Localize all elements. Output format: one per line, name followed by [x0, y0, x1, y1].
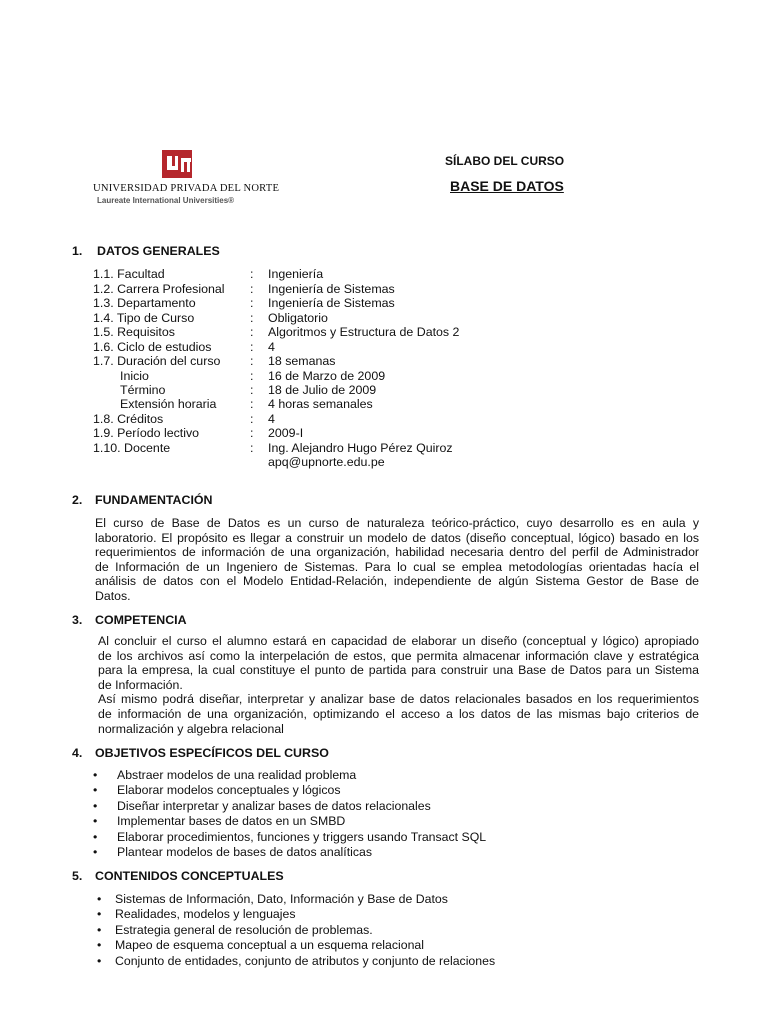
docente-email: apq@upnorte.edu.pe	[268, 455, 385, 469]
row-value: 4	[268, 411, 275, 426]
row-label: 1.2. Carrera Profesional	[93, 281, 225, 296]
data-row: Inicio : 16 de Marzo de 2009	[120, 368, 386, 383]
paragraph-line: Así mismo podrá diseñar, interpretar y analizar base de datos relacionales basados en los requerimientos	[98, 692, 699, 707]
list-item: • Mapeo de esquema conceptual a un esquema relacional	[97, 938, 424, 953]
institution-network: Laureate International Universities®	[97, 196, 235, 205]
objetivos-list	[93, 768, 486, 860]
section-5-title: CONTENIDOS CONCEPTUALES	[95, 869, 284, 883]
section-5-number: 5.	[72, 869, 83, 883]
row-label: Extensión horaria	[120, 397, 217, 411]
bullet-icon: •	[97, 922, 102, 937]
institution-name: UNIVERSIDAD PRIVADA DEL NORTE	[93, 183, 280, 194]
row-value: Ingeniería de Sistemas	[268, 296, 395, 310]
competencia-paragraph	[98, 634, 699, 736]
paragraph-line: normalización y algebra relacional	[98, 721, 284, 736]
paragraph-line: El curso de Base de Datos es un curso de naturaleza teórico-práctico, cuyo desarrollo es en aula y	[95, 516, 699, 530]
row-label: 1.4. Tipo de Curso	[93, 310, 195, 325]
fundamentacion-paragraph	[95, 516, 699, 604]
data-row: 1.3. Departamento : Ingeniería de Sistemas	[93, 296, 395, 310]
data-row: 1.10. Docente : Ing. Alejandro Hugo Pérez Quiroz	[93, 440, 453, 455]
row-label: Término	[120, 382, 166, 397]
data-row: 1.8. Créditos : 4	[93, 411, 275, 426]
row-value: Ing. Alejandro Hugo Pérez Quiroz	[268, 440, 453, 455]
university-logo-icon	[162, 150, 192, 178]
row-value: 16 de Marzo de 2009	[268, 368, 386, 383]
paragraph-line: requerimientos de información de una organización, habilidad necesaria dentro del perfil de Administrador	[95, 545, 699, 560]
bullet-icon: •	[93, 783, 98, 798]
bullet-icon: •	[97, 907, 102, 922]
section-1-title: DATOS GENERALES	[97, 244, 220, 258]
row-label: 1.3. Departamento	[93, 296, 196, 310]
row-label: 1.6. Ciclo de estudios	[93, 339, 212, 354]
data-row: 1.2. Carrera Profesional : Ingeniería de Sistemas	[93, 281, 395, 296]
list-item: • Estrategia general de resolución de problemas.	[97, 922, 373, 937]
list-item: • Implementar bases de datos en un SMBD	[93, 814, 346, 829]
row-value: 18 de Julio de 2009	[268, 382, 377, 397]
row-label: 1.7. Duración del curso	[93, 354, 221, 368]
list-item: • Conjunto de entidades, conjunto de atributos y conjunto de relaciones	[97, 953, 496, 968]
list-item: • Elaborar procedimientos, funciones y triggers usando Transact SQL	[93, 829, 487, 844]
row-value: 2009-I	[268, 426, 304, 440]
paragraph-line: de Información.	[98, 677, 183, 692]
page-title: BASE DE DATOS	[450, 178, 564, 194]
bullet-icon: •	[93, 829, 98, 844]
paragraph-line: de información de una organización, optimizando el acceso a los datos de las mismas bajo criterios de	[98, 706, 699, 721]
section-3-number: 3.	[72, 613, 83, 627]
data-row: Extensión horaria : 4 horas semanales	[120, 397, 373, 411]
row-value: 4	[268, 339, 275, 354]
list-item: • Realidades, modelos y lenguajes	[97, 907, 296, 922]
row-value: Obligatorio	[268, 310, 328, 325]
data-row: 1.4. Tipo de Curso : Obligatorio	[93, 310, 328, 325]
data-row: 1.1. Facultad : Ingeniería	[93, 267, 324, 281]
paragraph-line: de los archivos así como la interpelación de estos, que permita almacenar información clave y estratégica	[98, 648, 699, 663]
bullet-icon: •	[97, 892, 102, 906]
document-type: SÍLABO DEL CURSO	[445, 154, 565, 168]
list-item: • Elaborar modelos conceptuales y lógicos	[93, 783, 341, 798]
bullet-icon: •	[97, 953, 102, 968]
data-row: 1.6. Ciclo de estudios : 4	[93, 339, 275, 354]
section-4-number: 4.	[72, 746, 83, 760]
row-label: Inicio	[120, 368, 149, 383]
data-row: Término : 18 de Julio de 2009	[120, 382, 377, 397]
row-value: Ingeniería de Sistemas	[268, 281, 395, 296]
row-label: 1.9. Período lectivo	[93, 426, 200, 440]
row-value: 4 horas semanales	[268, 397, 373, 411]
paragraph-line: análisis de datos con el Modelo Entidad-Relación, independiente de algún Sistema Gestor de Base de	[95, 574, 699, 589]
bullet-icon: •	[97, 938, 102, 953]
row-label: 1.5. Requisitos	[93, 325, 175, 339]
paragraph-line: Datos.	[95, 588, 131, 603]
row-label: 1.1. Facultad	[93, 267, 165, 281]
bullet-icon: •	[93, 768, 98, 782]
data-row: 1.9. Período lectivo : 2009-I	[93, 426, 304, 440]
section-2-title: FUNDAMENTACIÓN	[95, 493, 213, 507]
row-value: Ingeniería	[268, 267, 324, 281]
row-value: Algoritmos y Estructura de Datos 2	[268, 325, 460, 339]
list-item: • Abstraer modelos de una realidad problema	[93, 768, 357, 782]
bullet-icon: •	[93, 844, 98, 859]
row-label: 1.10. Docente	[93, 440, 171, 455]
section-1-number: 1.	[72, 244, 83, 258]
bullet-icon: •	[93, 798, 98, 813]
section-2-number: 2.	[72, 493, 83, 507]
paragraph-line: de Información de un Ingeniero de Sistemas. Para lo cual se emplea metodologías orientadas hacía el	[95, 559, 699, 574]
list-item: • Sistemas de Información, Dato, Información y Base de Datos	[97, 892, 448, 906]
data-row	[93, 455, 693, 470]
section-4-title: OBJETIVOS ESPECÍFICOS DEL CURSO	[95, 746, 329, 760]
paragraph-line: laboratorio. El propósito es llegar a construir un modelo de datos (diseño conceptual, lógico) basado en los	[95, 530, 699, 545]
list-item: • Plantear modelos de bases de datos analíticas	[93, 844, 372, 859]
paragraph-line: para la empresa, la cual constituye el punto de partida para construir una Base de Datos para un Sistema	[98, 663, 699, 678]
contenidos-list	[97, 892, 495, 969]
data-row: 1.7. Duración del curso : 18 semanas	[93, 354, 336, 368]
row-value: 18 semanas	[268, 354, 336, 368]
list-item: • Diseñar interpretar y analizar bases de datos relacionales	[93, 798, 431, 813]
row-label: 1.8. Créditos	[93, 411, 164, 426]
section-3-title: COMPETENCIA	[95, 613, 187, 627]
paragraph-line: Al concluir el curso el alumno estará en capacidad de elaborar un diseño (conceptual y lógico) apropiado	[98, 634, 699, 648]
data-row: 1.5. Requisitos : Algoritmos y Estructura de Datos 2	[93, 325, 460, 339]
bullet-icon: •	[93, 814, 98, 829]
